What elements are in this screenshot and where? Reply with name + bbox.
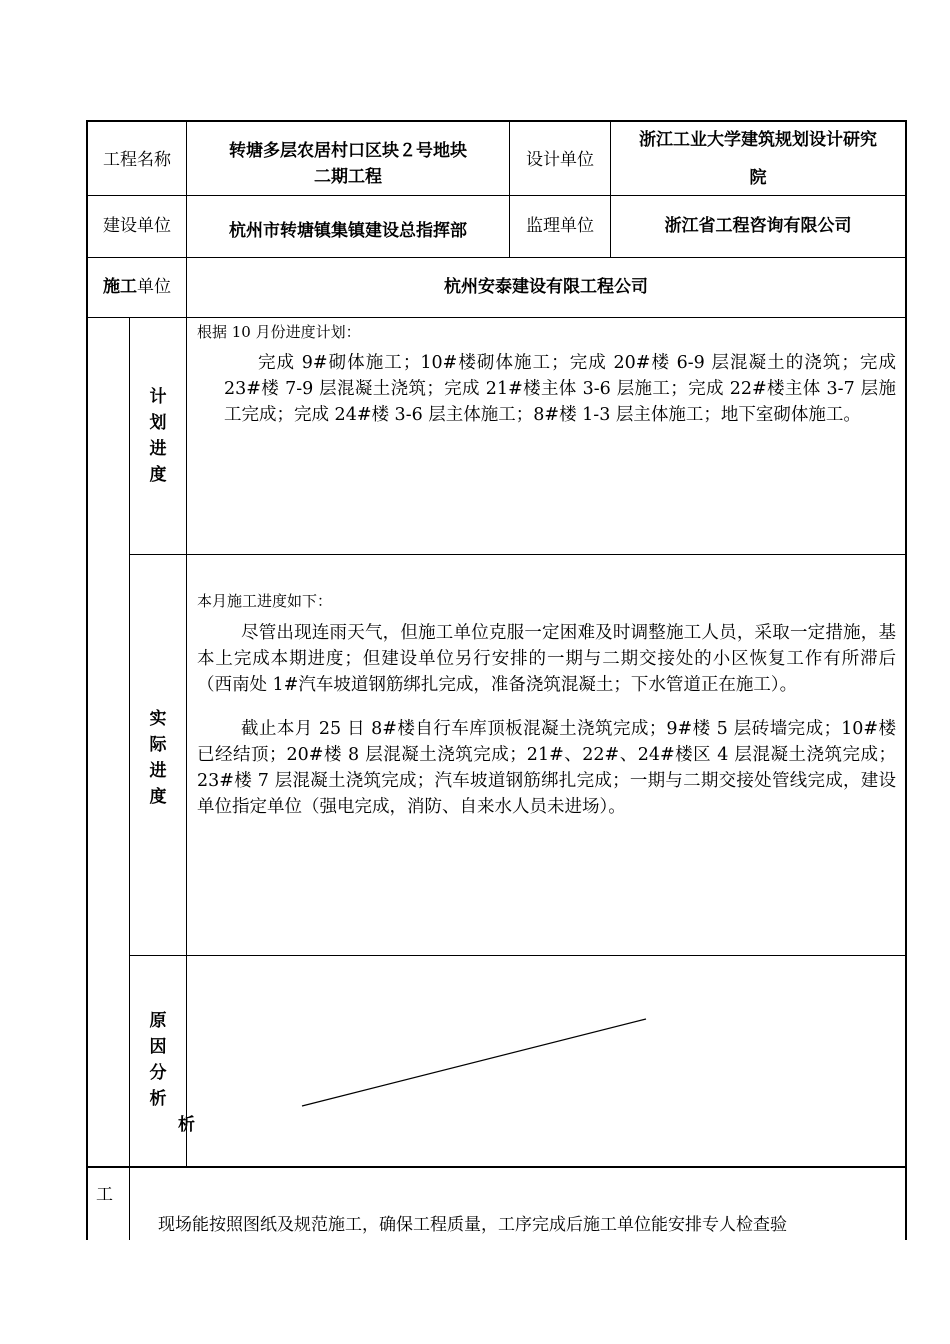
analysis-stray-char: 析 [178,1115,195,1135]
actual-para1: 尽管出现连雨天气，但施工单位克服一定困难及时调整施工人员，采取一定措施，基本上完成本期进度；但建设单位另行安排的一期与二期交接处的小区恢复工作有所滞后（西南处 1#汽车坡道钢筋绑扎完成，准备浇筑混凝土；下水管道正在施工）。 [197,623,896,695]
actual-side-char: 进 [149,761,167,781]
plan-side-label [146,384,170,488]
table-border-right [905,120,907,1240]
plan-intro: 根据 10 月份进度计划： [197,323,361,341]
design-unit-value-line1: 浙江工业大学建筑规划设计研究 [639,130,877,150]
supervision-unit-value: 浙江省工程咨询有限公司 [664,216,852,236]
actual-para2: 截止本月 25 日 8#楼自行车库顶板混凝土浇筑完成；9#楼 5 层砖墙完成；10#楼已经结顶；20#楼 8 层混凝土浇筑完成；21#、22#、24#楼区 4 层混凝土浇筑完成；23#楼 7 层混凝土浇筑完成；汽车坡道钢筋绑扎完成；一期与二期交接处管线完成，建设单位指定单位（强电完成，消防、自来水人员未进场）。 [197,719,896,817]
plan-side-char: 度 [149,465,167,485]
row-divider [86,257,907,258]
actual-side-char: 实 [149,709,167,729]
row-divider [86,317,907,318]
project-name-value-line1: 转塘多层农居村口区块２号地块 [229,141,467,161]
plan-side-char: 划 [149,413,167,433]
contractor-value: 杭州安泰建设有限工程公司 [444,277,648,297]
table-border-top [86,120,907,122]
construction-owner-label: 建设单位 [103,216,171,236]
analysis-side-char: 析 [149,1089,167,1109]
quality-side-label: 工 [96,1185,113,1205]
plan-body: 完成 9#砌体施工；10#楼砌体施工；完成 20#楼 6-9 层混凝土的浇筑；完成 23#楼 7-9 层混凝土浇筑；完成 21#楼主体 3-6 层施工；完成 22#楼主体 3-7 层施工完成；完成 24#楼 3-6 层主体施工；8#楼 1-3 层主体施工；地下室砌体施工。 [224,353,896,425]
col-divider [509,120,510,258]
analysis-diagonal-stroke [300,1016,650,1110]
quality-body: 现场能按照图纸及规范施工，确保工程质量，工序完成后施工单位能安排专人检查验 [158,1215,787,1235]
actual-side-char: 度 [149,787,167,807]
project-name-label: 工程名称 [103,150,171,170]
actual-side-char: 际 [149,735,167,755]
row-divider [86,1166,907,1168]
contractor-label-part2: 单位 [137,277,171,297]
col-divider [129,317,130,1240]
project-name-value-line2: 二期工程 [314,167,382,187]
row-divider [129,554,907,555]
analysis-side-char: 因 [149,1037,167,1057]
supervision-unit-label: 监理单位 [526,216,594,236]
col-divider [186,317,187,1168]
analysis-side-char: 原 [149,1011,167,1031]
design-unit-value-line2: 院 [749,168,767,188]
contractor-label [88,272,186,297]
plan-side-char: 进 [149,439,167,459]
design-unit-label: 设计单位 [526,150,594,170]
contractor-label-part1: 施工 [103,277,137,297]
row-divider [129,955,907,956]
analysis-side-label [146,1008,170,1112]
row-divider [86,195,907,196]
construction-owner-value: 杭州市转塘镇集镇建设总指挥部 [229,221,467,241]
actual-intro: 本月施工进度如下： [197,592,333,610]
actual-side-label [146,706,170,810]
plan-side-char: 计 [149,387,167,407]
analysis-side-char: 分 [149,1063,167,1083]
